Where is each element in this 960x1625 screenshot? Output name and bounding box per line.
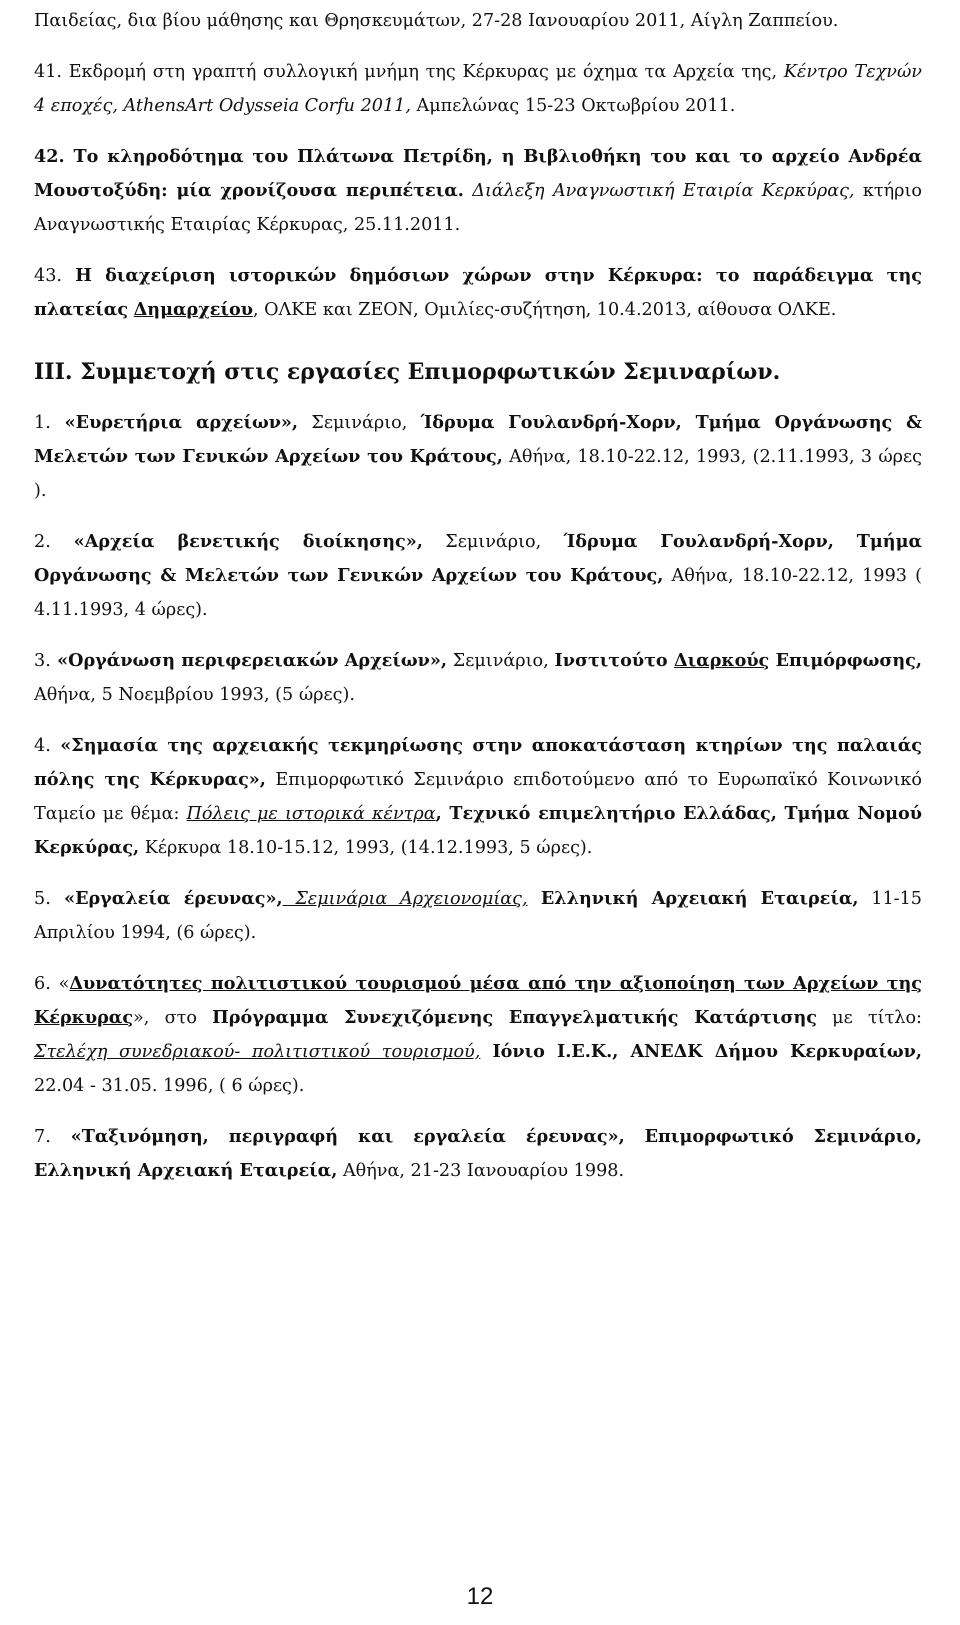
seminar-2: [34, 525, 922, 627]
entry-title: «Σημασία της αρχειακής τεκμηρίωσης στην αποκατάσταση κτηρίων της παλαιάς πόλης της Κέρκυρας»,: [34, 735, 922, 790]
entry-type: Σεμινάριο,: [446, 651, 555, 671]
entry-connector: στο: [149, 1008, 213, 1028]
seminar-1: [34, 406, 922, 508]
entry-course: Στελέχη συνεδριακού- πολιτιστικού τουρισμού,: [34, 1042, 481, 1062]
entry-details: Κέρκυρα 18.10-15.12, 1993, (14.12.1993, 5 ώρες).: [139, 838, 593, 858]
entry-place: Δημαρχείου: [133, 299, 253, 320]
entry-text: Παιδείας, δια βίου μάθησης και Θρησκευμάτων, 27-28 Ιανουαρίου 2011, Αίγλη Ζαππείου.: [34, 11, 839, 31]
entry-organization: Ελληνική Αρχειακή Εταιρεία,: [527, 888, 859, 909]
entry-title: «Ευρετήρια αρχείων»,: [50, 412, 299, 433]
entry-details: , ΟΛΚΕ και ΖΕΟΝ, Ομιλίες-συζήτηση, 10.4.2013, αίθουσα ΟΛΚΕ.: [252, 300, 837, 320]
entry-details: κτήριο Αναγνωστικής Εταιρίας Κέρκυρας, 25.11.2011.: [34, 181, 922, 235]
seminar-3: [34, 644, 922, 712]
seminar-7: [34, 1120, 922, 1188]
entry-title: Εκδρομή στη γραπτή συλλογική μνήμη της Κέρκυρας με όχημα τα Αρχεία της,: [61, 62, 778, 82]
entry-details: Αθήνα, 5 Νοεμβρίου 1993, (5 ώρες).: [34, 685, 355, 705]
entry-topic: Πόλεις με ιστορικά κέντρα: [186, 804, 436, 824]
entry-number: 4.: [34, 736, 51, 756]
entry-title: Το κληροδότημα του Πλάτωνα Πετρίδη, η Βιβλιοθήκη του και το αρχείο Ανδρέα Μουστοξύδη: μία χρονίζουσα περιπέτεια.: [34, 146, 922, 201]
entry-details: Αθήνα, 21-23 Ιανουαρίου 1998.: [337, 1161, 625, 1181]
quote-open: «: [50, 974, 70, 994]
seminar-5: [34, 882, 922, 950]
entry-details: Αθήνα, 18.10-22.12, 1993, (2.11.1993, 3 ώρες ).: [34, 447, 922, 501]
entry-43: [34, 259, 922, 327]
entry-number: 1.: [34, 413, 51, 433]
entry-organization: Ιόνιο Ι.Ε.Κ., ΑΝΕΔΚ Δήμου Κερκυραίων,: [480, 1041, 922, 1062]
entry-number: 7.: [34, 1127, 51, 1147]
entry-organization: Ίδρυμα Γουλανδρή-Χορν, Τμήμα Οργάνωσης & Μελετών των Γενικών Αρχείων του Κράτους,: [34, 412, 923, 467]
entry-number: 41.: [34, 62, 62, 82]
entry-type: Σεμινάριο,: [298, 413, 421, 433]
entry-organization: , Τεχνικό επιμελητήριο Ελλάδας, Τμήμα Νομού Κερκύρας,: [34, 803, 922, 858]
entry-number: 2.: [34, 532, 51, 552]
entry-details: Αμπελώνας 15-23 Οκτωβρίου 2011.: [410, 96, 736, 116]
entry-40-continuation: [34, 4, 922, 38]
entry-title: «Οργάνωση περιφερειακών Αρχείων»,: [50, 650, 447, 671]
entry-event: Διάλεξη Αναγνωστική Εταιρία Κερκύρας,: [463, 181, 855, 201]
entry-number: 6.: [34, 974, 51, 994]
entry-connector-title: με τίτλο:: [816, 1008, 922, 1028]
entry-42: [34, 140, 922, 242]
entry-41: [34, 55, 922, 123]
entry-details: 22.04 - 31.05. 1996, ( 6 ώρες).: [34, 1076, 305, 1096]
entry-organization: Ινστιτούτο: [554, 650, 675, 671]
entry-organization: Κέντρο Τεχνών 4 εποχές, AthensArt Odysseia Corfu 2011,: [34, 62, 922, 116]
entry-title: Η διαχείριση ιστορικών δημόσιων χώρων στην Κέρκυρα: το παράδειγμα της πλατείας: [34, 265, 922, 320]
seminar-4: [34, 729, 922, 865]
entry-title: «Ταξινόμηση, περιγραφή και εργαλεία έρευνας»,: [50, 1126, 625, 1147]
entry-details: 11-15 Απριλίου 1994, (6 ώρες).: [34, 889, 922, 943]
section-heading: ΙΙΙ. Συμμετοχή στις εργασίες Επιμορφωτικών Σεμιναρίων.: [34, 359, 781, 385]
entry-program: Πρόγραμμα Συνεχιζόμενης Επαγγελματικής Κατάρτισης: [212, 1007, 817, 1028]
entry-number: 43.: [34, 266, 62, 286]
entry-organization: Ελληνική Αρχειακή Εταιρεία,: [34, 1160, 338, 1181]
entry-type: Σεμινάρια Αρχειονομίας,: [282, 889, 528, 909]
entry-type: Σεμινάριο,: [422, 532, 564, 552]
entry-number: 42.: [34, 146, 65, 167]
quote-close: »,: [133, 1008, 150, 1028]
entry-title: «Αρχεία βενετικής διοίκησης»,: [50, 531, 423, 552]
entry-number: 5.: [34, 889, 51, 909]
entry-organization-end: Επιμόρφωσης,: [769, 650, 923, 671]
entry-organization: Ίδρυμα Γουλανδρή-Χορν, Τμήμα Οργάνωσης & Μελετών των Γενικών Αρχείων του Κράτους,: [34, 531, 922, 586]
entry-type: Επιμορφωτικό Σεμινάριο επιδοτούμενο από το Ευρωπαϊκό Κοινωνικό Ταμείο με θέμα:: [34, 770, 922, 824]
entry-title: «Εργαλεία έρευνας»,: [50, 888, 283, 909]
seminar-6: [34, 967, 922, 1103]
document-page: [34, 4, 922, 1205]
entry-number: 3.: [34, 651, 51, 671]
entry-type: Επιμορφωτικό Σεμινάριο,: [624, 1126, 922, 1147]
page-number: 12: [466, 1583, 494, 1610]
entry-title: Δυνατότητες πολιτιστικού τουρισμού μέσα από την αξιοποίηση των Αρχείων της Κέρκυρας: [34, 973, 923, 1028]
entry-organization-underlined: Διαρκούς: [674, 650, 770, 671]
entry-details: Αθήνα, 18.10-22.12, 1993 ( 4.11.1993, 4 ώρες).: [34, 566, 922, 620]
